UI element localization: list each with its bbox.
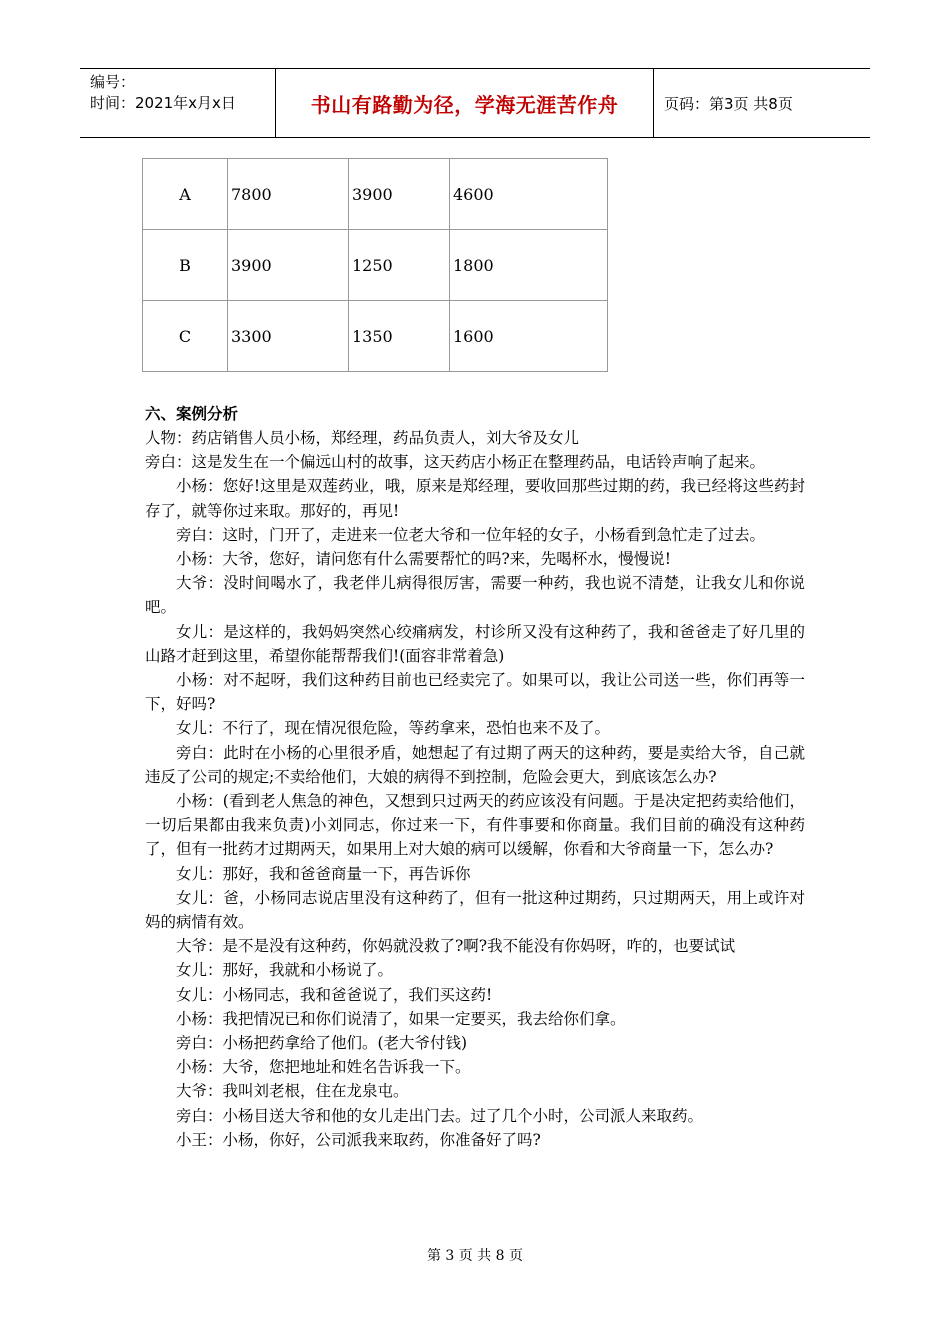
- dialogue-paragraph: 小杨：我把情况已和你们说清了，如果一定要买，我去给你们拿。: [176, 1009, 626, 1028]
- dialogue-paragraph: 大爷：没时间喝水了，我老伴儿病得很厉害，需要一种药，我也说不清楚，让我女儿和你说吧。: [145, 574, 805, 617]
- dialogue-body: [145, 426, 805, 1152]
- table-cell: 3300: [228, 301, 349, 372]
- table-cell: 4600: [450, 159, 608, 230]
- dialogue-paragraph: 小杨：大爷，您把地址和姓名告诉我一下。: [176, 1058, 471, 1077]
- table-cell: 1800: [450, 230, 608, 301]
- document-time-label: 时间：2021年x月x日: [90, 94, 236, 112]
- case-analysis-section: [145, 402, 805, 1152]
- dialogue-paragraph: 女儿：小杨同志，我和爸爸说了，我们买这药!: [176, 985, 493, 1004]
- table-row: [143, 230, 608, 301]
- dialogue-paragraph: 女儿：那好，我就和小杨说了。: [176, 961, 394, 980]
- document-number-label: 编号：: [90, 73, 136, 91]
- dialogue-paragraph: 女儿：爸，小杨同志说店里没有这种药了，但有一批这种过期药，只过期两天，用上或许对妈的病情有效。: [145, 888, 805, 932]
- table-row: [143, 159, 608, 230]
- dialogue-paragraph: 小杨：(看到老人焦急的神色，又想到只过两天的药应该没有问题。于是决定把药卖给他们，一切后果都由我来负责)小刘同志，你过来一下，有件事要和你商量。我们目前的确没有这种药了，但有一批药才过期两天，如果用上对大娘的病可以缓解，你看和大爷商量一下，怎么办?: [145, 792, 805, 859]
- table-cell: 1250: [349, 230, 450, 301]
- header-motto: 书山有路勤为径，学海无涯苦作舟: [276, 69, 654, 137]
- header-page-info: 页码：第3页 共8页: [664, 94, 793, 113]
- dialogue-paragraph: 女儿：是这样的，我妈妈突然心绞痛病发，村诊所又没有这种药了，我和爸爸走了好几里的山路才赶到这里，希望你能帮帮我们!(面容非常着急): [145, 622, 805, 665]
- dialogue-paragraph: 大爷：是不是没有这种药，你妈就没救了?啊?我不能没有你妈呀，咋的，也要试试: [176, 937, 736, 956]
- page-footer: 第 3 页 共 8 页: [426, 1248, 524, 1264]
- data-table: [142, 158, 608, 372]
- table-row-label: A: [143, 159, 228, 230]
- table-cell: 3900: [228, 230, 349, 301]
- header-meta: [80, 69, 276, 137]
- dialogue-paragraph: 人物：药店销售人员小杨，郑经理，药品负责人，刘大爷及女儿: [145, 429, 580, 447]
- dialogue-paragraph: 旁白：小杨目送大爷和他的女儿走出门去。过了几个小时，公司派人来取药。: [176, 1106, 704, 1125]
- table-cell: 1350: [349, 301, 450, 372]
- dialogue-paragraph: 旁白：此时在小杨的心里很矛盾，她想起了有过期了两天的这种药，要是卖给大爷，自己就违反了公司的规定;不卖给他们，大娘的病得不到控制，危险会更大，到底该怎么办?: [145, 743, 805, 786]
- page-header: [80, 68, 870, 138]
- dialogue-paragraph: 旁白：这是发生在一个偏远山村的故事，这天药店小杨正在整理药品，电话铃声响了起来。: [145, 453, 766, 472]
- dialogue-paragraph: 女儿：那好，我和爸爸商量一下，再告诉你: [176, 864, 471, 883]
- dialogue-paragraph: 旁白：小杨把药拿给了他们。(老大爷付钱): [176, 1034, 468, 1053]
- dialogue-paragraph: 小杨：您好!这里是双莲药业，哦，原来是郑经理，要收回那些过期的药，我已经将这些药封存了，就等你过来取。那好的，再见!: [145, 477, 805, 520]
- dialogue-paragraph: 小杨：对不起呀，我们这种药目前也已经卖完了。如果可以，我让公司送一些，你们再等一下，好吗?: [145, 671, 805, 714]
- table-row-label: B: [143, 230, 228, 301]
- section-title: 六、案例分析: [145, 405, 239, 423]
- table-cell: 1600: [450, 301, 608, 372]
- dialogue-paragraph: 大爷：我叫刘老根，住在龙泉屯。: [176, 1082, 409, 1101]
- dialogue-paragraph: 小杨：大爷，您好，请问您有什么需要帮忙的吗?来，先喝杯水，慢慢说!: [176, 550, 672, 569]
- table-cell: 3900: [349, 159, 450, 230]
- table-cell: 7800: [228, 159, 349, 230]
- dialogue-paragraph: 女儿：不行了，现在情况很危险，等药拿来，恐怕也来不及了。: [176, 719, 611, 738]
- table-row-label: C: [143, 301, 228, 372]
- table-row: [143, 301, 608, 372]
- dialogue-paragraph: 旁白：这时，门开了，走进来一位老大爷和一位年轻的女子，小杨看到急忙走了过去。: [176, 525, 766, 544]
- data-table-body: [143, 159, 608, 372]
- dialogue-paragraph: 小王：小杨，你好，公司派我来取药，你准备好了吗?: [176, 1130, 541, 1149]
